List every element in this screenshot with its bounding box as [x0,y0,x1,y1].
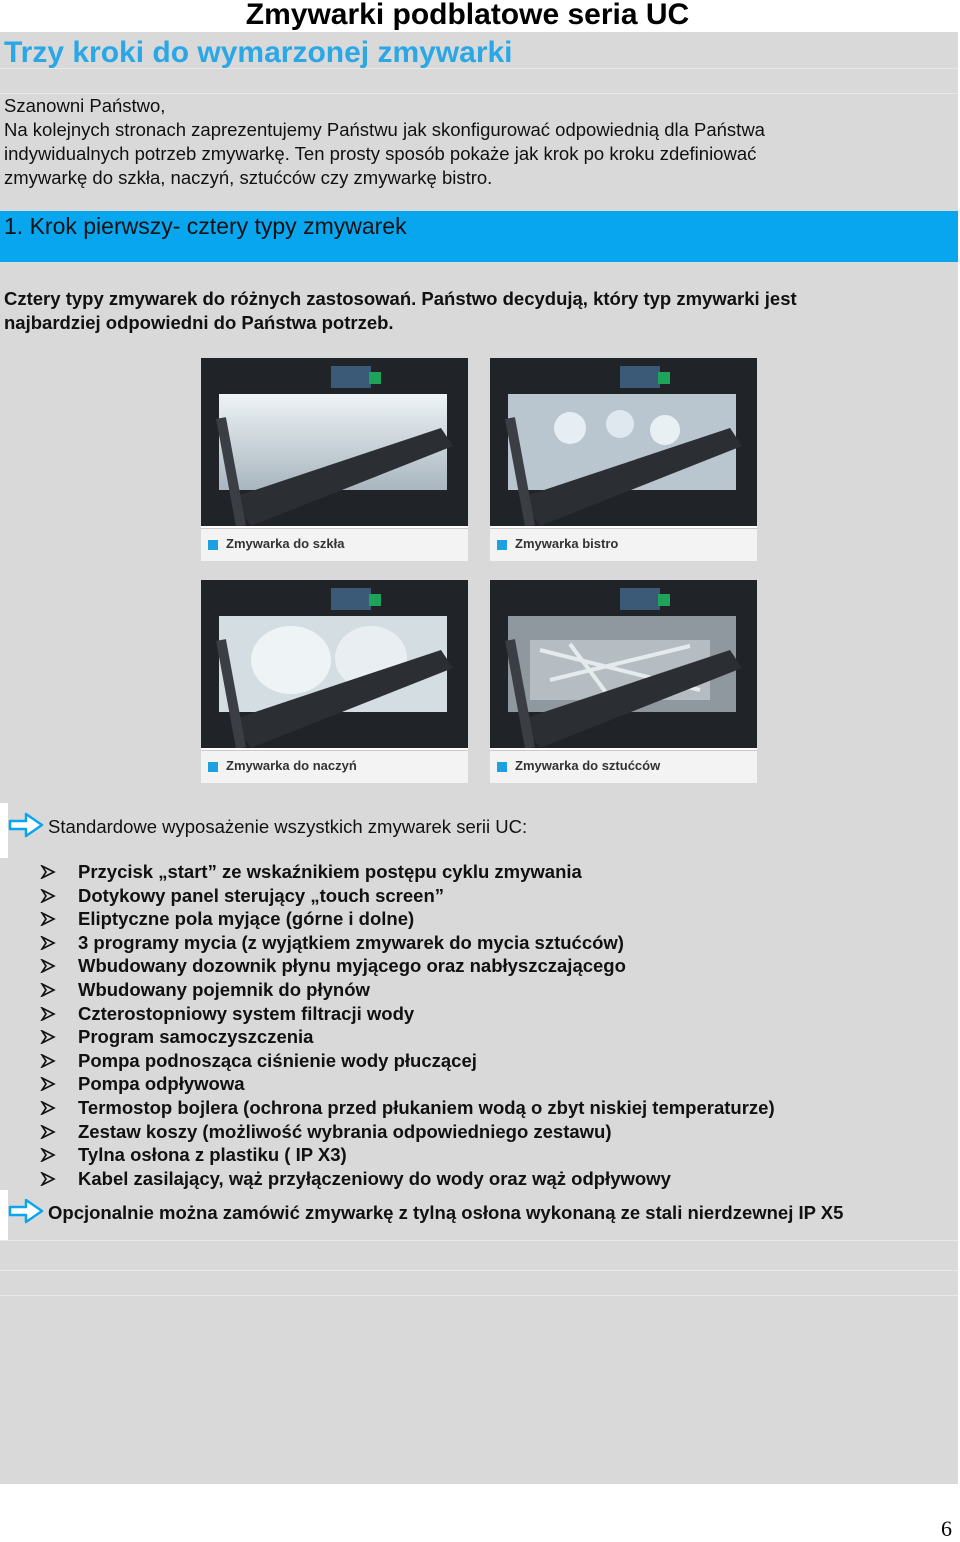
chevron-right-icon [40,1101,56,1115]
section-subtitle: Trzy kroki do wymarzonej zmywarki [4,36,513,69]
product-caption [490,528,757,561]
chevron-right-icon [40,1077,56,1091]
caption-square-icon [208,762,218,772]
chevron-right-icon [40,1054,56,1068]
chevron-right-icon [40,983,56,997]
chevron-right-icon [40,1148,56,1162]
chevron-right-icon [40,1125,56,1139]
intro-line: zmywarkę do szkła, naczyń, sztućców czy zmywarkę bistro. [4,167,493,188]
step-description: najbardziej odpowiedni do Państwa potrzeb. [4,312,394,333]
list-item: 3 programy mycia (z wyjątkiem zmywarek do mycia sztućców) [40,931,775,955]
left-notch [0,803,8,858]
list-item: Wbudowany dozownik płynu myjącego oraz nabłyszczającego [40,954,775,978]
panel-divider [0,1240,958,1241]
list-item: Czterostopniowy system filtracji wody [40,1002,775,1026]
chevron-right-icon [40,912,56,926]
product-caption [201,750,468,783]
chevron-right-icon [40,1007,56,1021]
product-card-glass [201,358,468,560]
chevron-right-icon [40,959,56,973]
caption-text: Zmywarka bistro [515,536,619,551]
arrow-right-icon [8,1197,44,1225]
arrow-right-icon [8,811,44,839]
list-item: Termostop bojlera (ochrona przed płukaniem wodą o zbyt niskiej temperaturze) [40,1096,775,1120]
caption-text: Zmywarka do naczyń [226,758,357,773]
caption-square-icon [497,762,507,772]
page-number: 6 [941,1516,952,1541]
list-item: Pompa odpływowa [40,1072,775,1096]
intro-greeting: Szanowni Państwo, [4,95,166,116]
product-card-cutlery [490,580,757,782]
panel-divider [0,1270,958,1271]
product-caption [201,528,468,561]
caption-text: Zmywarka do szkła [226,536,345,551]
list-item: Wbudowany pojemnik do płynów [40,978,775,1002]
intro-line: Na kolejnych stronach zaprezentujemy Państwu jak skonfigurować odpowiednią dla Państwa [4,119,765,140]
list-item: Program samoczyszczenia [40,1025,775,1049]
left-notch [0,1190,8,1240]
caption-square-icon [497,540,507,550]
chevron-right-icon [40,1030,56,1044]
caption-text: Zmywarka do sztućców [515,758,661,773]
dishwasher-image [201,580,468,748]
chevron-right-icon [40,1172,56,1186]
list-item: Kabel zasilający, wąż przyłączeniowy do wody oraz wąż odpływowy [40,1167,775,1191]
list-item: Pompa podnosząca ciśnienie wody płuczącej [40,1049,775,1073]
chevron-right-icon [40,889,56,903]
dishwasher-image [490,580,757,748]
list-item: Dotykowy panel sterujący „touch screen” [40,884,775,908]
product-card-dishes [201,580,468,782]
caption-square-icon [208,540,218,550]
features-list [40,860,775,1190]
page-title: Zmywarki podblatowe seria UC [245,0,690,31]
list-item: Tylna osłona z plastiku ( IP X3) [40,1143,775,1167]
list-item: Przycisk „start” ze wskaźnikiem postępu cyklu zmywania [40,860,775,884]
product-caption [490,750,757,783]
list-item: Eliptyczne pola myjące (górne i dolne) [40,907,775,931]
list-item: Zestaw koszy (możliwość wybrania odpowiedniego zestawu) [40,1120,775,1144]
product-card-bistro [490,358,757,560]
chevron-right-icon [40,865,56,879]
dishwasher-image [201,358,468,526]
optional-note: Opcjonalnie można zamówić zmywarkę z tylną osłona wykonaną ze stali nierdzewnej IP X5 [48,1202,844,1223]
step-heading-bar [0,211,958,262]
dishwasher-image [490,358,757,526]
features-heading: Standardowe wyposażenie wszystkich zmywarek serii UC: [48,816,528,837]
intro-line: indywidualnych potrzeb zmywarkę. Ten prosty sposób pokaże jak krok po kroku zdefiniować [4,143,757,164]
chevron-right-icon [40,936,56,950]
step-heading: 1. Krok pierwszy- cztery typy zmywarek [4,213,407,239]
step-description: Cztery typy zmywarek do różnych zastosowań. Państwo decydują, który typ zmywarki jest [4,288,797,309]
panel-divider [0,1295,958,1296]
